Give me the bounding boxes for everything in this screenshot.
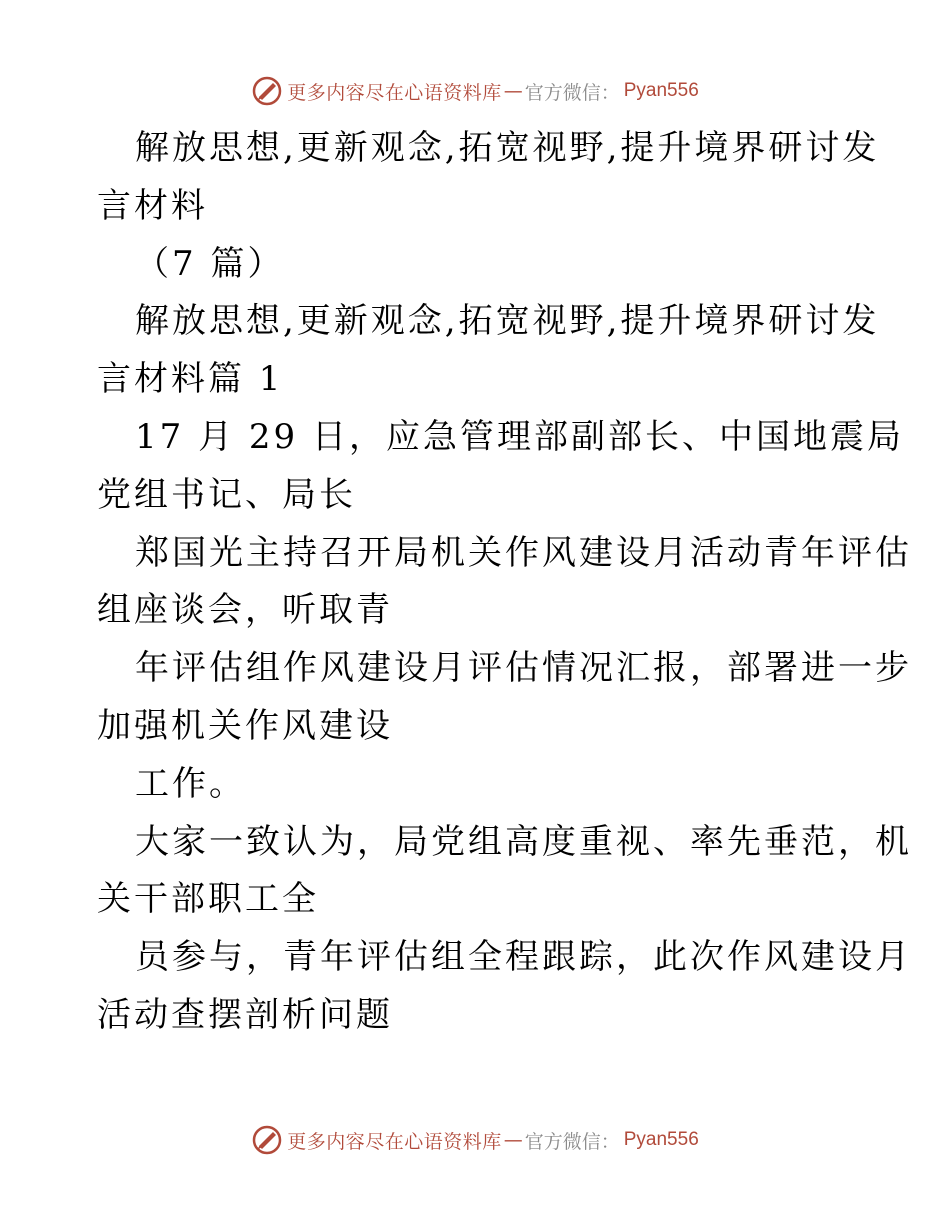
watermark-id: Pyan556 <box>623 1129 699 1150</box>
pen-logo-icon <box>251 75 283 107</box>
text-line: 工作。 <box>135 763 246 804</box>
text-line: 言材料篇 1 <box>97 359 284 400</box>
watermark-text: 更多内容尽在心语资料库 <box>287 1130 502 1153</box>
text-line: 郑国光主持召开局机关作风建设月活动青年评估 <box>135 532 912 573</box>
text-line: 大家一致认为，局党组高度重视、率先垂范，机 <box>135 821 912 862</box>
text-line: 加强机关作风建设 <box>97 705 393 746</box>
text-line: 17 月 29 日，应急管理部副部长、中国地震局 <box>135 416 904 457</box>
text-line: 解放思想,更新观念,拓宽视野,提升境界研讨发 <box>135 128 880 168</box>
text-line: 解放思想,更新观念,拓宽视野,提升境界研讨发 <box>135 301 880 342</box>
text-line: 年评估组作风建设月评估情况汇报，部署进一步 <box>135 648 912 689</box>
watermark-dash: — <box>503 80 523 102</box>
watermark-label: 官方微信： <box>524 81 620 104</box>
text-line: 组座谈会，听取青 <box>97 590 393 631</box>
watermark-label: 官方微信： <box>524 1130 620 1153</box>
text-line: 活动查摆剖析问题 <box>97 994 393 1035</box>
header-watermark <box>0 71 950 111</box>
pen-logo-icon <box>251 1124 283 1156</box>
watermark-text: 更多内容尽在心语资料库 <box>287 81 502 104</box>
text-line: 党组书记、局长 <box>97 474 356 515</box>
text-line: 关干部职工全 <box>97 879 319 920</box>
document-body <box>97 120 912 1045</box>
text-line: 员参与，青年评估组全程跟踪，此次作风建设月 <box>135 937 912 978</box>
watermark-dash: — <box>503 1129 523 1151</box>
text-line: （7 篇） <box>135 243 285 284</box>
text-line: 言材料 <box>97 185 208 226</box>
footer-watermark <box>0 1120 950 1160</box>
watermark-id: Pyan556 <box>623 80 699 101</box>
